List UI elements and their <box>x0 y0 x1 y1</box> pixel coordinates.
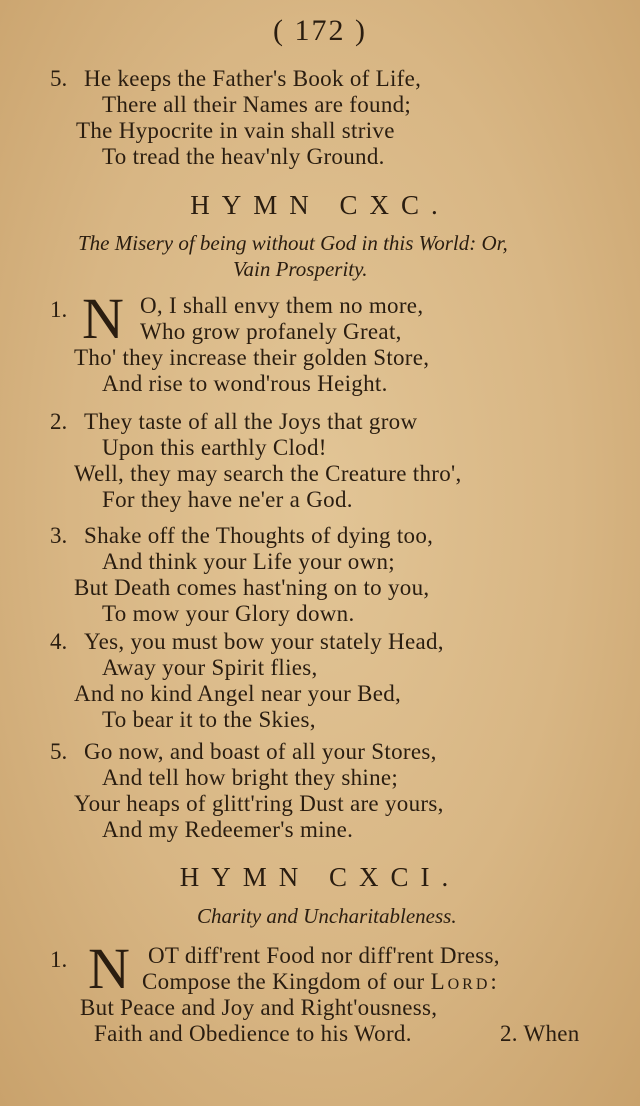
verse-number: 3. <box>50 523 68 548</box>
drop-cap: N <box>88 936 130 1001</box>
verse-number: 1. <box>50 947 68 972</box>
hymn-subtitle: Charity and Uncharitableness. <box>197 904 457 928</box>
verse-line: Your heaps of glitt'ring Dust are yours, <box>74 791 444 816</box>
verse-line: Tho' they increase their golden Store, <box>74 345 430 370</box>
verse-number: 2. <box>50 409 68 434</box>
verse-line: He keeps the Father's Book of Life, <box>84 66 422 91</box>
verse-number: 5. <box>50 66 68 91</box>
verse-line: And think your Life your own; <box>102 549 395 574</box>
verse-line: Away your Spirit flies, <box>102 655 318 680</box>
hymn-subtitle: Vain Prosperity. <box>233 257 368 281</box>
verse-line: OT diff'rent Food nor diff'rent Dress, <box>148 943 500 968</box>
lord-small-caps: Lord: <box>430 969 500 994</box>
verse-line-text: Compose the Kingdom of our <box>142 969 425 994</box>
verse-line: Upon this earthly Clod! <box>102 435 327 460</box>
verse-line: And tell how bright they shine; <box>102 765 399 790</box>
verse-line: But Peace and Joy and Right'ousness, <box>80 995 438 1020</box>
verse-line: To bear it to the Skies, <box>102 707 316 732</box>
verse-line: Go now, and boast of all your Stores, <box>84 739 437 764</box>
verse-number: 1. <box>50 297 68 322</box>
hymn-title: HYMN CXCI. <box>179 862 461 892</box>
verse-line: Who grow profanely Great, <box>140 319 402 344</box>
hymn-title: HYMN CXC. <box>190 190 450 220</box>
verse-line: But Death comes hast'ning on to you, <box>74 575 430 600</box>
verse-line: Yes, you must bow your stately Head, <box>84 629 444 654</box>
verse-line: There all their Names are found; <box>102 92 412 117</box>
catchword: 2. When <box>500 1021 580 1046</box>
verse-line: And my Redeemer's mine. <box>102 817 354 842</box>
verse-number: 5. <box>50 739 68 764</box>
verse-line: For they have ne'er a God. <box>102 487 353 512</box>
verse-number: 4. <box>50 629 68 654</box>
verse-line: They taste of all the Joys that grow <box>84 409 418 434</box>
verse-line: To tread the heav'nly Ground. <box>102 144 385 169</box>
verse-line: O, I shall envy them no more, <box>140 293 424 318</box>
verse-line: Faith and Obedience to his Word. <box>94 1021 412 1046</box>
drop-cap: N <box>82 286 124 351</box>
hymn-subtitle: The Misery of being without God in this World: Or, <box>78 231 508 255</box>
verse-line: To mow your Glory down. <box>102 601 355 626</box>
verse-line: And rise to wond'rous Height. <box>102 371 388 396</box>
page-number: ( 172 ) <box>273 14 367 47</box>
verse-line <box>142 969 500 995</box>
verse-line: The Hypocrite in vain shall strive <box>76 118 395 143</box>
verse-line: Shake off the Thoughts of dying too, <box>84 523 434 548</box>
verse-line: And no kind Angel near your Bed, <box>74 681 402 706</box>
verse-line: Well, they may search the Creature thro', <box>74 461 462 486</box>
